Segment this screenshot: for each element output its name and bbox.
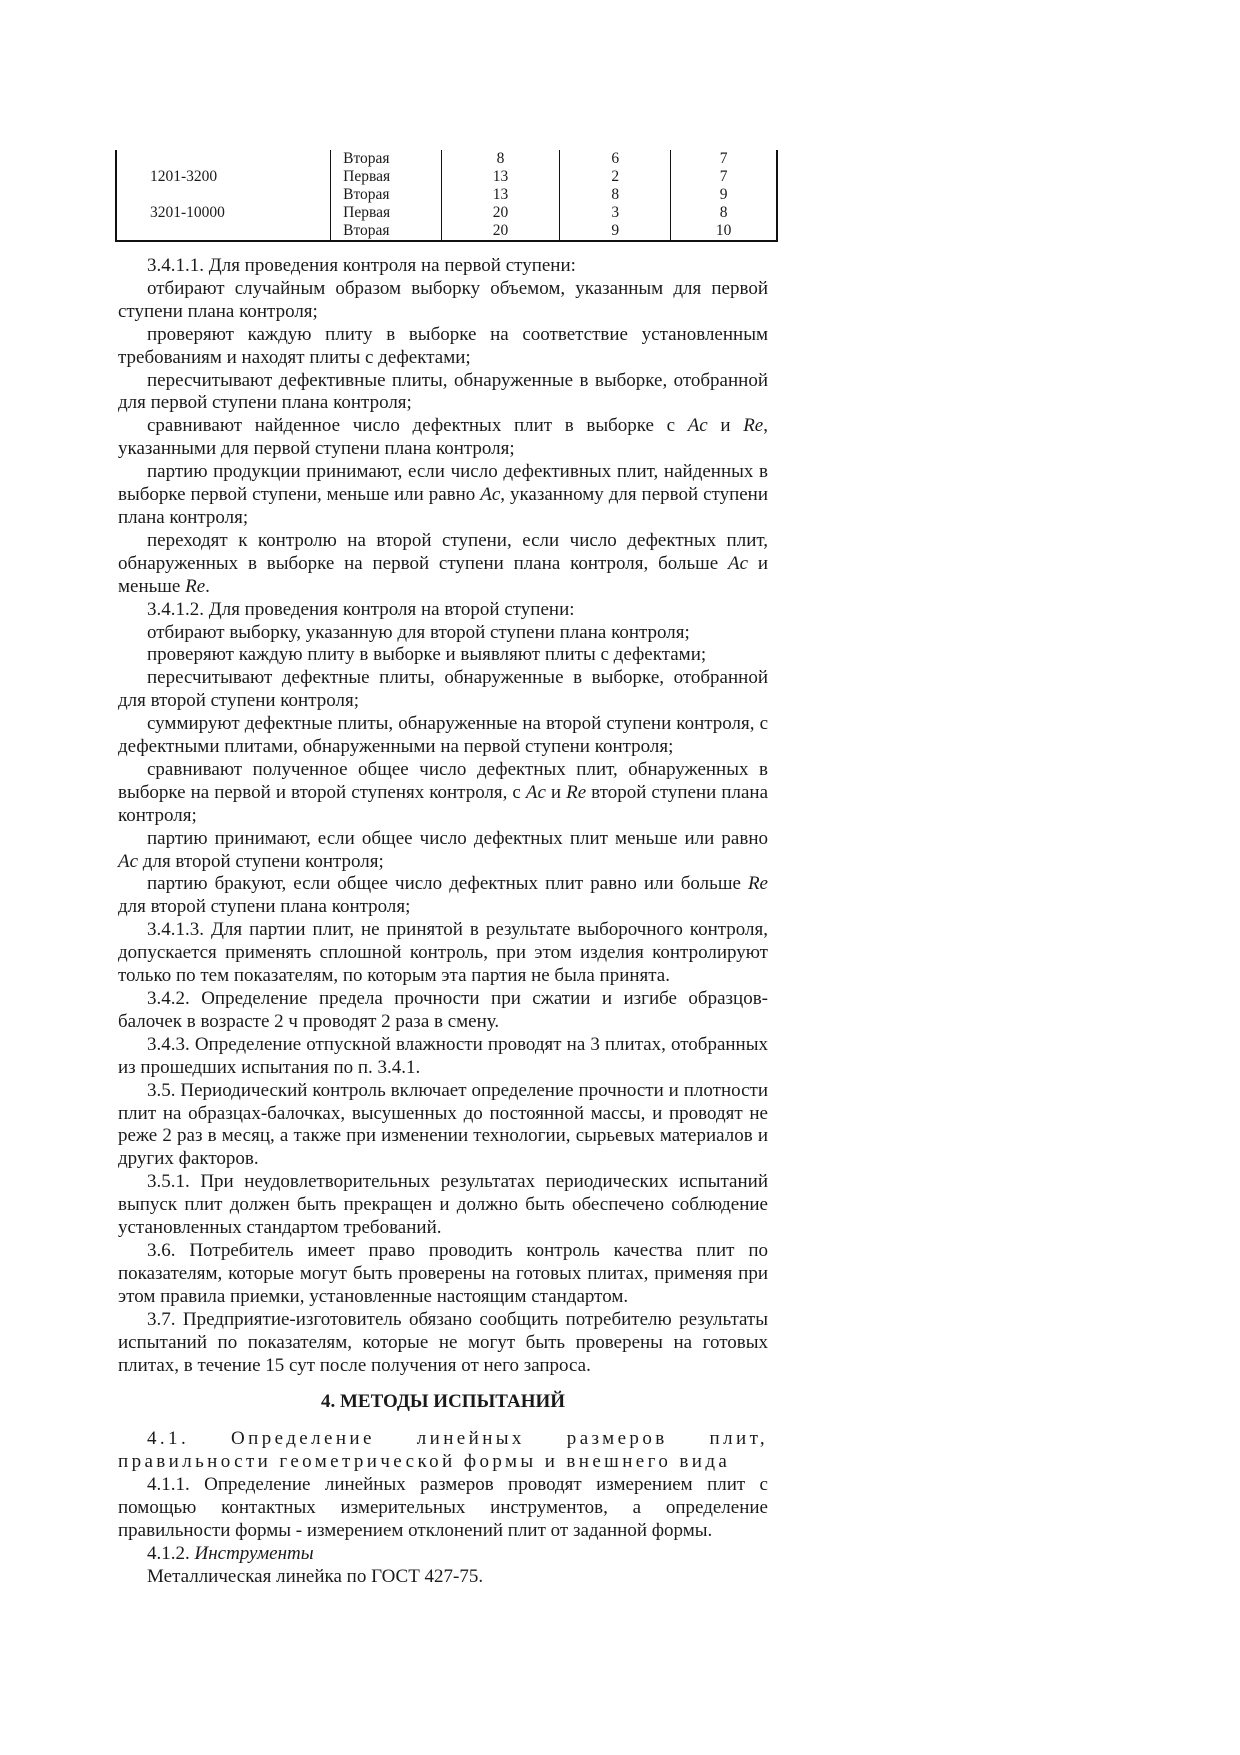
- paragraph: 4.1.1. Определение линейных размеров проводят измерением плит с помощью контактных измерительных инструментов, а определение правильности формы - измерением отклонений плит от заданной формы.: [118, 1474, 768, 1541]
- re-symbol: Re: [566, 781, 587, 803]
- table-cell-v3: 9: [671, 186, 777, 204]
- table-cell-v2: 3: [560, 204, 671, 222]
- ac-symbol: Ac: [727, 552, 749, 574]
- subsection-title: 4.1. Определение линейных размеров плит, правильности геометрической формы и внешнего вида: [118, 1428, 768, 1473]
- text-span: .: [205, 575, 210, 597]
- paragraph: проверяют каждую плиту в выборке и выявляют плиты с дефектами;: [147, 644, 707, 666]
- paragraph: 3.6. Потребитель имеет право проводить контроль качества плит по показателям, которые могут быть проверены на готовых плитах, применяя при этом правила приемки, установленные настоящим стандартом.: [118, 1239, 768, 1307]
- table-cell-range: [116, 150, 331, 168]
- paragraph: проверяют каждую плиту в выборке на соответствие установленным требованиям и находят плиты с дефектами;: [118, 323, 768, 368]
- paragraph: [118, 461, 768, 530]
- table-cell-range: 3201-10000: [116, 204, 331, 222]
- table-row: [116, 186, 777, 204]
- table-cell-stage: Первая: [331, 204, 442, 222]
- table-cell-v1: 20: [441, 204, 559, 222]
- table-cell-v2: 6: [560, 150, 671, 168]
- table-cell-v2: 9: [560, 222, 671, 241]
- paragraph: пересчитывают дефективные плиты, обнаруженные в выборке, отобранной для первой ступени плана контроля;: [118, 369, 768, 414]
- table-body: [116, 150, 777, 241]
- paragraph: 3.4.2. Определение предела прочности при сжатии и изгибе образцов-балочек в возрасте 2 ч проводят 2 раза в смену.: [118, 988, 768, 1032]
- text-span: партию бракуют, если общее число дефектных плит равно или больше: [147, 873, 748, 895]
- paragraph: [118, 1543, 768, 1566]
- table-cell-v1: 13: [441, 186, 559, 204]
- text-span: сравнивают полученное общее число дефектных плит, обнаруженных в выборке на первой и второй ступенях контроля, с: [118, 758, 768, 803]
- text-span: для второй ступени плана контроля;: [118, 896, 411, 918]
- table-cell-v3: 7: [671, 150, 777, 168]
- table-cell-stage: Первая: [331, 168, 442, 186]
- text-span: для второй ступени контроля;: [138, 850, 384, 872]
- paragraph: 3.7. Предприятие-изготовитель обязано сообщить потребителю результаты испытаний по показателям, которые не могут быть проверены на готовых плитах, в течение 15 сут после получения от него запроса.: [118, 1308, 768, 1376]
- re-symbol: Re: [747, 873, 768, 895]
- table-cell-v3: 7: [671, 168, 777, 186]
- section-heading: 4. МЕТОДЫ ИСПЫТАНИЙ: [320, 1391, 566, 1413]
- table-row: [116, 150, 777, 168]
- table-cell-v3: 10: [671, 222, 777, 241]
- re-symbol: Re: [185, 575, 206, 597]
- paragraph: 3.4.1.3. Для партии плит, не принятой в результате выборочного контроля, допускается применять сплошной контроль, при этом изделия контролируют только по тем показателям, по которым эта партия не была принята.: [118, 919, 768, 987]
- paragraph: отбирают выборку, указанную для второй ступени плана контроля;: [147, 621, 690, 643]
- text-span: , указанными для первой ступени плана контроля;: [118, 415, 768, 460]
- paragraph: суммируют дефектные плиты, обнаруженные на второй ступени контроля, с дефектными плитами, обнаруженными на первой ступени контроля;: [118, 713, 768, 758]
- table-row: [116, 168, 777, 186]
- paragraph: отбирают случайным образом выборку объемом, указанным для первой ступени плана контроля;: [118, 277, 768, 322]
- paragraph: 3.5.1. При неудовлетворительных результатах периодических испытаний выпуск плит должен быть прекращен и должно быть обеспечено соблюдение установленных стандартом требований.: [118, 1171, 768, 1239]
- table-cell-v1: 20: [441, 222, 559, 241]
- paragraph: [118, 415, 768, 461]
- table-cell-stage: Вторая: [331, 186, 442, 204]
- text-span: второй ступени плана контроля;: [118, 781, 769, 826]
- paragraph: 3.5. Периодический контроль включает определение прочности и плотности плит на образцах-балочках, высушенных до постоянной массы, и проводят не реже 2 раз в месяц, а также при изменении технологии, сырьевых материалов и других факторов.: [118, 1079, 768, 1170]
- text-span: партию принимают, если общее число дефектных плит меньше или равно: [147, 827, 768, 849]
- paragraph: [118, 530, 768, 599]
- table-cell-v2: 2: [560, 168, 671, 186]
- text-span: и: [545, 781, 567, 803]
- text-span: 4.1.2.: [147, 1542, 195, 1564]
- paragraph: 3.4.1.2. Для проведения контроля на второй ступени:: [147, 598, 575, 620]
- table-cell-v1: 8: [441, 150, 559, 168]
- paragraph: 3.4.1.1. Для проведения контроля на первой ступени:: [147, 255, 576, 276]
- text-span: и меньше: [118, 552, 768, 597]
- text-span: и: [707, 415, 744, 437]
- text-span: партию продукции принимают, если число дефективных плит, найденных в выборке первой ступени, меньше или равно: [118, 461, 768, 506]
- table-row: [116, 204, 777, 222]
- ac-symbol: Ac: [525, 781, 546, 803]
- ac-symbol: Ac: [118, 850, 139, 872]
- paragraph: [118, 759, 768, 828]
- table-cell-v3: 8: [671, 204, 777, 222]
- re-symbol: Re: [743, 415, 764, 437]
- paragraph: пересчитывают дефектные плиты, обнаруженные в выборке, отобранной для второй ступени контроля;: [118, 667, 768, 712]
- table-cell-range: [116, 222, 331, 241]
- table-cell-v1: 13: [441, 168, 559, 186]
- text-span: переходят к контролю на второй ступени, если число дефектных плит, обнаруженных в выборке на первой ступени плана контроля, больше: [118, 529, 768, 574]
- paragraph: [118, 873, 768, 919]
- table-cell-v2: 8: [560, 186, 671, 204]
- document-body: [118, 255, 768, 1589]
- instruments-label: Инструменты: [194, 1542, 314, 1564]
- table-cell-range: 1201-3200: [116, 168, 331, 186]
- table-cell-stage: Вторая: [331, 222, 442, 241]
- paragraph: 3.4.3. Определение отпускной влажности проводят на 3 плитах, отобранных из прошедших испытания по п. 3.4.1.: [118, 1033, 768, 1078]
- text-span: сравнивают найденное число дефектных плит в выборке с: [147, 415, 688, 437]
- table-cell-stage: Вторая: [331, 150, 442, 168]
- paragraph: Металлическая линейка по ГОСТ 427-75.: [147, 1565, 484, 1587]
- paragraph: [118, 828, 768, 874]
- ac-symbol: Ac: [687, 415, 708, 437]
- table-row: [116, 222, 777, 241]
- text-span: , указанному для первой ступени плана контроля;: [118, 484, 769, 528]
- acceptance-plan-table: [115, 150, 778, 242]
- table-cell-range: [116, 186, 331, 204]
- ac-symbol: Ac: [480, 484, 501, 506]
